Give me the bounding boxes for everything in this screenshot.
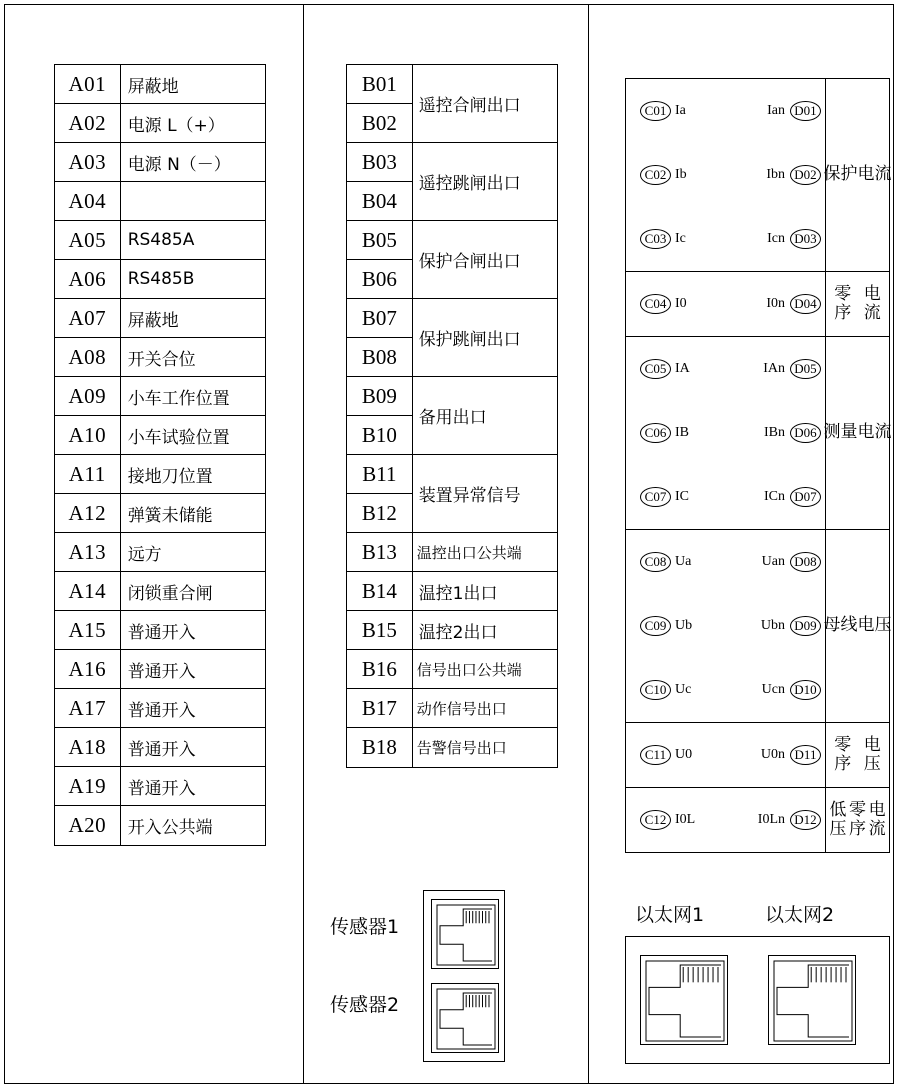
terminal-pin: D08 <box>790 552 821 572</box>
terminal-row <box>55 260 265 299</box>
analog-row <box>626 401 825 465</box>
terminal-code: B15 <box>361 617 397 642</box>
terminal-row <box>55 572 265 611</box>
analog-group-label <box>826 723 889 787</box>
terminal-group <box>347 650 557 689</box>
signal-label: IBn <box>764 425 785 440</box>
terminal-code: B17 <box>361 695 397 720</box>
terminal-row <box>55 416 265 455</box>
analog-row-stack <box>626 272 826 336</box>
column-divider-2 <box>588 5 589 1083</box>
terminal-code-stack <box>347 728 413 767</box>
signal-label: Ib <box>675 167 687 182</box>
terminal-pin: D09 <box>790 616 821 636</box>
terminal-code: B11 <box>347 455 412 494</box>
terminal-pin: D02 <box>790 165 821 185</box>
terminal-code: B06 <box>361 266 397 291</box>
analog-group-label-line: 保 <box>823 164 841 185</box>
signal-label: Ua <box>675 554 692 569</box>
terminal-block-b <box>346 64 558 768</box>
terminal-label: 小车试验位置 <box>127 427 230 448</box>
terminal-code-stack <box>347 572 413 610</box>
analog-row <box>626 788 825 852</box>
terminal-label: 普通开入 <box>127 739 196 760</box>
signal-label: Ub <box>675 618 693 633</box>
signal-label: Uc <box>675 682 692 697</box>
analog-group-label-line: 流 <box>874 422 892 443</box>
terminal-pin: C01 <box>640 101 671 121</box>
signal-label: Ucn <box>761 682 785 697</box>
terminal-pin: C02 <box>640 165 671 185</box>
analog-group-label-line: 低压 <box>829 799 847 839</box>
terminal-code: B09 <box>347 377 412 416</box>
terminal-code: A20 <box>55 806 121 845</box>
terminal-row <box>55 689 265 728</box>
terminal-code: A09 <box>55 377 121 415</box>
terminal-row <box>55 182 265 221</box>
analog-row <box>626 465 825 529</box>
terminal-code: A02 <box>55 104 121 142</box>
terminal-pin: C06 <box>640 423 671 443</box>
analog-row-stack <box>626 530 826 722</box>
analog-group-label-line: 流 <box>874 164 892 185</box>
terminal-pin: D04 <box>790 294 821 314</box>
signal-label: U0n <box>760 747 785 762</box>
ethernet-port-2-jack <box>768 955 856 1045</box>
signal-label: Ia <box>675 103 686 118</box>
analog-group-label <box>823 530 892 722</box>
terminal-code: B10 <box>361 422 397 447</box>
terminal-code: B02 <box>361 110 397 135</box>
terminal-label: 温控出口公共端 <box>416 543 522 562</box>
terminal-label: 普通开入 <box>127 622 196 643</box>
terminal-row <box>55 143 265 182</box>
sensor-2-label: 传感器2 <box>330 994 400 1016</box>
signal-label: Ian <box>767 103 785 118</box>
terminal-label: 弹簧未储能 <box>127 505 213 526</box>
signal-label: I0 <box>675 296 687 311</box>
terminal-label: 告警信号出口 <box>416 739 507 757</box>
terminal-code-stack <box>347 455 413 532</box>
terminal-pin: D06 <box>790 423 821 443</box>
terminal-label: 信号出口公共端 <box>416 660 522 679</box>
signal-label: ICn <box>764 489 785 504</box>
analog-group-label-line: 零序 <box>834 734 852 774</box>
signal-label: IA <box>675 361 690 376</box>
sensor-ports-group <box>330 890 560 1065</box>
terminal-label: RS485A <box>127 230 195 250</box>
analog-group-label-line: 压 <box>874 615 892 636</box>
terminal-label: 遥控跳闸出口 <box>418 174 521 194</box>
analog-row-stack <box>626 788 826 852</box>
terminal-group <box>347 377 557 455</box>
terminal-label: 普通开入 <box>127 700 196 721</box>
terminal-code-stack <box>347 299 413 376</box>
terminal-row <box>55 650 265 689</box>
terminal-row <box>55 611 265 650</box>
terminal-code-stack <box>347 533 413 571</box>
terminal-pin: D07 <box>790 487 821 507</box>
terminal-label: 普通开入 <box>127 661 196 682</box>
analog-row <box>626 594 825 658</box>
analog-row <box>626 207 825 271</box>
signal-label: I0n <box>766 296 785 311</box>
signal-label: I0Ln <box>757 812 785 827</box>
terminal-code-stack <box>347 377 413 454</box>
terminal-group <box>347 65 557 143</box>
sensor-port-2-jack <box>431 983 499 1053</box>
terminal-label: 保护合闸出口 <box>418 252 521 272</box>
terminal-code-stack <box>347 650 413 688</box>
terminal-pin: C05 <box>640 359 671 379</box>
terminal-code: B16 <box>361 656 397 681</box>
signal-label: U0 <box>675 747 693 762</box>
terminal-row <box>55 533 265 572</box>
terminal-label: 温控2出口 <box>418 622 498 643</box>
analog-row <box>626 79 825 143</box>
terminal-code-stack <box>347 611 413 649</box>
signal-label: Ubn <box>760 618 785 633</box>
analog-group-label-line: 零序 <box>834 283 852 323</box>
rj45-port-icon <box>432 900 500 970</box>
terminal-code: B18 <box>361 735 397 759</box>
analog-group <box>626 788 889 852</box>
terminal-label: 装置异常信号 <box>418 486 521 506</box>
terminal-pin: C09 <box>640 616 671 636</box>
analog-group <box>626 530 892 723</box>
terminal-label: 保护跳闸出口 <box>418 330 521 350</box>
analog-row <box>626 723 825 787</box>
sensor-1-label: 传感器1 <box>330 916 400 938</box>
signal-label: IAn <box>763 361 785 376</box>
terminal-code: B13 <box>361 539 397 564</box>
terminal-label <box>121 182 265 220</box>
signal-label: Icn <box>767 231 785 246</box>
terminal-group <box>347 221 557 299</box>
terminal-pin: D12 <box>790 810 821 830</box>
analog-group-label-line: 量 <box>840 422 858 443</box>
terminal-code: A10 <box>55 416 121 454</box>
terminal-pin: C08 <box>640 552 671 572</box>
terminal-group <box>347 533 557 572</box>
analog-row-stack <box>626 337 826 529</box>
terminal-code: A04 <box>55 182 121 220</box>
terminal-code: A08 <box>55 338 121 376</box>
rj45-port-icon <box>432 984 500 1054</box>
terminal-row <box>55 377 265 416</box>
analog-row <box>626 143 825 207</box>
terminal-row <box>55 65 265 104</box>
ethernet-ports-frame <box>625 936 890 1064</box>
terminal-code: B08 <box>361 344 397 369</box>
terminal-row <box>55 806 265 845</box>
analog-group <box>626 272 889 337</box>
analog-group-label-line: 零序 <box>849 799 866 839</box>
ethernet-2-label: 以太网2 <box>765 904 835 926</box>
analog-group-label-line: 护 <box>840 164 858 185</box>
terminal-label: 温控1出口 <box>418 583 498 604</box>
terminal-block-a <box>54 64 266 846</box>
analog-group <box>626 723 889 788</box>
signal-label: Ic <box>675 231 686 246</box>
terminal-group <box>347 689 557 728</box>
terminal-code: A03 <box>55 143 121 181</box>
terminal-code: B05 <box>347 221 412 260</box>
analog-group-label <box>826 272 889 336</box>
analog-group-label <box>826 788 889 852</box>
terminal-row <box>55 104 265 143</box>
analog-row <box>626 272 825 336</box>
terminal-code: A19 <box>55 767 121 805</box>
analog-group-label-line: 电压 <box>863 734 881 774</box>
analog-group-label-line: 电流 <box>868 799 886 839</box>
signal-label: IC <box>675 489 689 504</box>
analog-group <box>626 79 892 272</box>
terminal-label: 电源 L（+） <box>127 115 225 136</box>
signal-label: Ibn <box>766 167 785 182</box>
terminal-group <box>347 728 557 767</box>
terminal-code: A12 <box>55 494 121 532</box>
analog-row <box>626 530 825 594</box>
terminal-pin: D05 <box>790 359 821 379</box>
ethernet-1-label: 以太网1 <box>635 904 705 926</box>
analog-group-label <box>823 79 892 271</box>
terminal-code: A13 <box>55 533 121 571</box>
terminal-group <box>347 611 557 650</box>
analog-row-stack <box>626 79 826 271</box>
analog-group <box>626 337 892 530</box>
terminal-code: A17 <box>55 689 121 727</box>
terminal-label: 远方 <box>127 544 162 565</box>
analog-group-label-line: 电 <box>857 164 875 185</box>
terminal-code: B04 <box>361 188 397 213</box>
analog-row <box>626 337 825 401</box>
terminal-code: A07 <box>55 299 121 337</box>
terminal-row <box>55 338 265 377</box>
sensor-ports-frame <box>423 890 505 1062</box>
terminal-code-stack <box>347 221 413 298</box>
terminal-label: RS485B <box>127 269 195 289</box>
terminal-code: A15 <box>55 611 121 649</box>
analog-group-label-line: 测 <box>823 422 841 443</box>
terminal-label: 普通开入 <box>127 778 196 799</box>
ethernet-ports-group <box>625 900 890 1065</box>
terminal-pin: C04 <box>640 294 671 314</box>
terminal-pin: C11 <box>640 745 671 765</box>
terminal-code: A18 <box>55 728 121 766</box>
signal-label: I0L <box>675 812 696 827</box>
rj45-port-icon <box>641 956 729 1046</box>
analog-group-label-line: 电 <box>857 615 875 636</box>
terminal-label: 电源 N（－） <box>127 154 231 175</box>
ethernet-port-1-jack <box>640 955 728 1045</box>
terminal-pin: C03 <box>640 229 671 249</box>
terminal-row <box>55 767 265 806</box>
terminal-row <box>55 728 265 767</box>
terminal-row <box>55 299 265 338</box>
terminal-pin: D01 <box>790 101 821 121</box>
analog-group-label-line: 电流 <box>863 283 881 323</box>
analog-group-label-line: 母 <box>823 615 841 636</box>
terminal-group <box>347 455 557 533</box>
analog-group-label-line: 线 <box>840 615 858 636</box>
terminal-label: 屏蔽地 <box>127 76 179 97</box>
terminal-label: 闭锁重合闸 <box>127 583 213 604</box>
analog-row-stack <box>626 723 826 787</box>
terminal-label: 开入公共端 <box>127 818 213 838</box>
analog-group-label-line: 电 <box>857 422 875 443</box>
terminal-code: B07 <box>347 299 412 338</box>
terminal-code: A06 <box>55 260 121 298</box>
terminal-code: B01 <box>347 65 412 104</box>
terminal-code: B14 <box>361 578 397 603</box>
terminal-block-cd <box>625 78 890 853</box>
terminal-label: 遥控合闸出口 <box>418 96 521 116</box>
terminal-pin: D10 <box>790 680 821 700</box>
terminal-label: 小车工作位置 <box>127 388 230 409</box>
column-divider-1 <box>303 5 304 1083</box>
terminal-pin: C10 <box>640 680 671 700</box>
terminal-code: A16 <box>55 650 121 688</box>
terminal-code: B12 <box>361 500 397 525</box>
terminal-code: A11 <box>55 455 121 493</box>
terminal-row <box>55 455 265 494</box>
signal-label: IB <box>675 425 689 440</box>
sensor-port-1-jack <box>431 899 499 969</box>
rj45-port-icon <box>769 956 857 1046</box>
terminal-label: 屏蔽地 <box>127 310 179 331</box>
terminal-code: A14 <box>55 572 121 610</box>
terminal-label: 动作信号出口 <box>416 699 507 718</box>
analog-row <box>626 658 825 722</box>
analog-group-label <box>823 337 892 529</box>
terminal-pin: D11 <box>790 745 821 765</box>
terminal-pin: C12 <box>640 810 671 830</box>
terminal-code-stack <box>347 689 413 727</box>
terminal-group <box>347 143 557 221</box>
terminal-group <box>347 299 557 377</box>
terminal-code-stack <box>347 65 413 142</box>
terminal-code: B03 <box>347 143 412 182</box>
terminal-pin: C07 <box>640 487 671 507</box>
terminal-code-stack <box>347 143 413 220</box>
signal-label: Uan <box>761 554 785 569</box>
terminal-code: A05 <box>55 221 121 259</box>
terminal-group <box>347 572 557 611</box>
terminal-label: 接地刀位置 <box>127 466 213 487</box>
terminal-label: 开关合位 <box>127 349 196 370</box>
terminal-row <box>55 494 265 533</box>
terminal-pin: D03 <box>790 229 821 249</box>
terminal-label: 备用出口 <box>418 408 487 428</box>
terminal-row <box>55 221 265 260</box>
terminal-code: A01 <box>55 65 121 103</box>
